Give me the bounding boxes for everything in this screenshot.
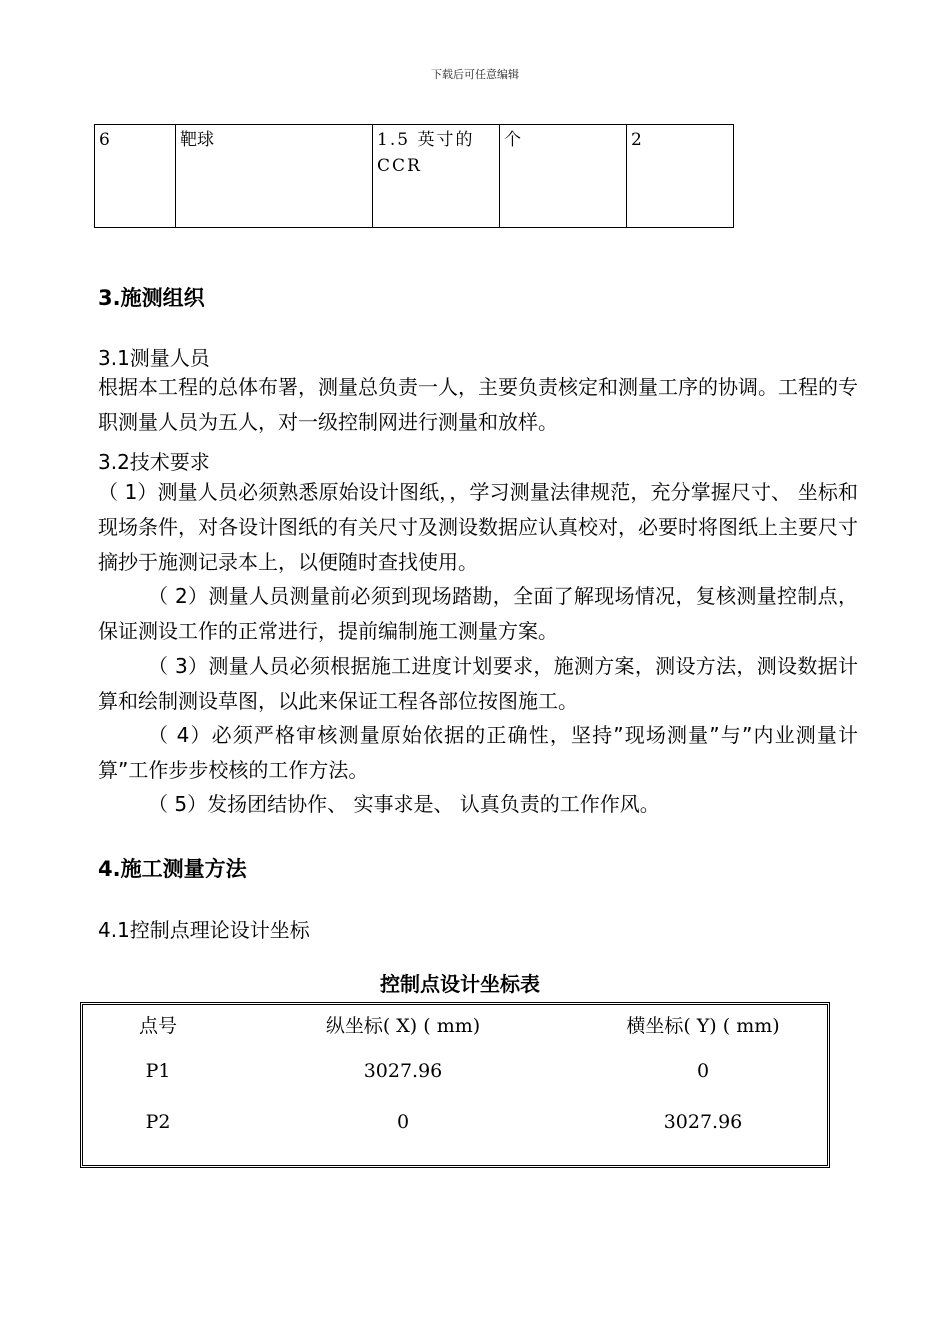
coordinate-table [80,1002,830,1168]
row1-y: 0 [696,1060,710,1082]
row1-x: 3027.96 [363,1060,443,1082]
cell-spec: 1.5 英寸的 CCR [373,125,500,228]
req-item-1: （ 1）测量人员必须熟悉原始设计图纸，，学习测量法律规范，充分掌握尺寸、 坐标和现场条件，对各设计图纸的有关尺寸及测设数据应认真校对，必要时将图纸上主要尺寸摘抄于施测记录本上，以便随时查找使用。 [98,480,858,574]
section31-title: 3.1测量人员 [98,346,210,370]
cell-no: 6 [95,125,176,228]
row2-point: P2 [145,1111,171,1133]
cell-unit: 个 [500,125,627,228]
table-row [95,125,734,228]
cell-name: 靶球 [176,125,373,228]
req-item-4: （ 4）必须严格审核测量原始依据的正确性，坚持”现场测量”与”内业测量计算”工作步步校核的工作方法。 [98,723,858,782]
section3-title: 3.施测组织 [98,286,205,310]
equipment-table [94,124,734,228]
cell-qty: 2 [627,125,734,228]
header-y: 横坐标( Y) ( mm) [626,1015,780,1037]
req-item-5: （ 5）发扬团结协作、 实事求是、 认真负责的工作作风。 [148,792,660,816]
header-point: 点号 [138,1015,177,1037]
section31-text: 根据本工程的总体布署，测量总负责一人，主要负责核定和测量工序的协调。工程的专职测量人员为五人，对一级控制网进行测量和放样。 [98,375,858,434]
row1-point: P1 [145,1060,171,1082]
row2-x: 0 [396,1111,410,1133]
table-caption: 控制点设计坐标表 [380,972,540,996]
row2-y: 3027.96 [663,1111,743,1133]
req-item-2: （ 2）测量人员测量前必须到现场踏勘，全面了解现场情况，复核测量控制点，保证测设工作的正常进行，提前编制施工测量方案。 [98,584,858,643]
req-item-3: （ 3）测量人员必须根据施工进度计划要求，施测方案，测设方法，测设数据计算和绘制测设草图，以此来保证工程各部位按图施工。 [98,654,858,713]
section41-title: 4.1控制点理论设计坐标 [98,918,310,942]
section4-title: 4.施工测量方法 [98,857,247,881]
section32-title: 3.2技术要求 [98,450,210,474]
header-note: 下载后可任意编辑 [431,68,519,81]
header-x: 纵坐标( X) ( mm) [325,1015,481,1037]
